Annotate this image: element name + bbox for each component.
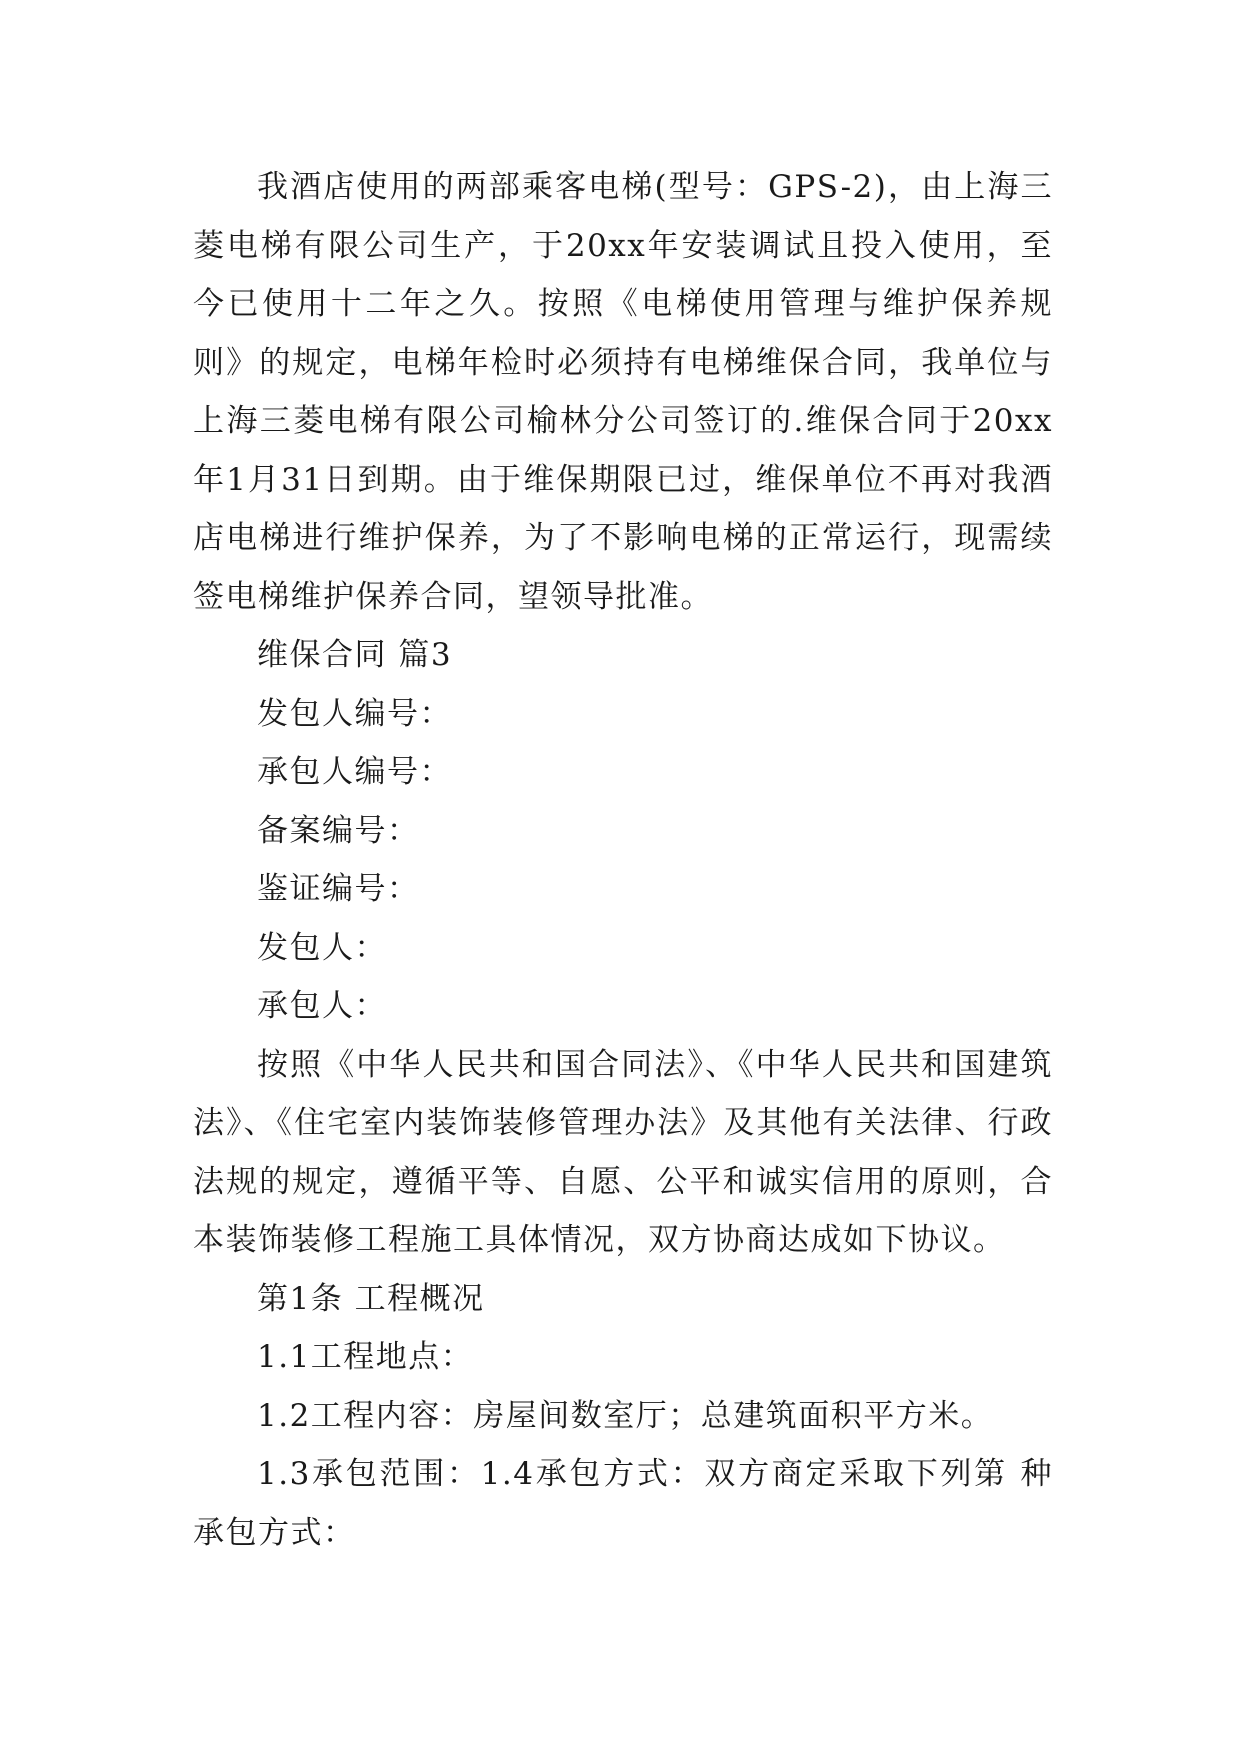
clause-1-1-location: 1.1工程地点： (257, 1339, 474, 1375)
section-heading-contract-3: 维保合同 篇3 (257, 637, 453, 673)
field-employer: 发包人： (257, 929, 387, 966)
paragraph-elevator-background: 我酒店使用的两部乘客电梯(型号：GPS-2)，由上海三菱电梯有限公司生产，于20xx年安装调试且投入使用，至今已使用十二年之久。按照《电梯使用管理与维护保养规则》的规定，电梯年检时必须持有电梯维保合同，我单位与上海三菱电梯有限公司榆林分公司签订的.维保合同于20xx年1月31日到期。由于维保期限已过，维保单位不再对我酒店电梯进行维护保养，为了不影响电梯的正常运行，现需续签电梯维护保养合同，望领导批准。 (193, 169, 1053, 615)
article-1-heading: 第1条 工程概况 (257, 1280, 485, 1317)
field-authentication-number: 鉴证编号： (257, 871, 420, 907)
clause-1-3-scope: 1.3承包范围：1.4承包方式：双方商定采取下列第 种承包方式： (193, 1456, 1053, 1551)
paragraph-legal-basis: 按照《中华人民共和国合同法》、《中华人民共和国建筑法》、《住宅室内装饰装修管理办法》及其他有关法律、行政法规的规定，遵循平等、自愿、公平和诚实信用的原则，合本装饰装修工程施工具体情况，双方协商达成如下协议。 (193, 1046, 1053, 1258)
field-employer-number: 发包人编号： (257, 695, 452, 732)
field-contractor: 承包人： (257, 988, 387, 1024)
clause-1-2-content: 1.2工程内容：房屋间数室厅；总建筑面积平方米。 (257, 1397, 994, 1434)
document-body (193, 158, 1053, 1562)
field-contractor-number: 承包人编号： (257, 754, 452, 790)
field-filing-number: 备案编号： (257, 812, 420, 849)
